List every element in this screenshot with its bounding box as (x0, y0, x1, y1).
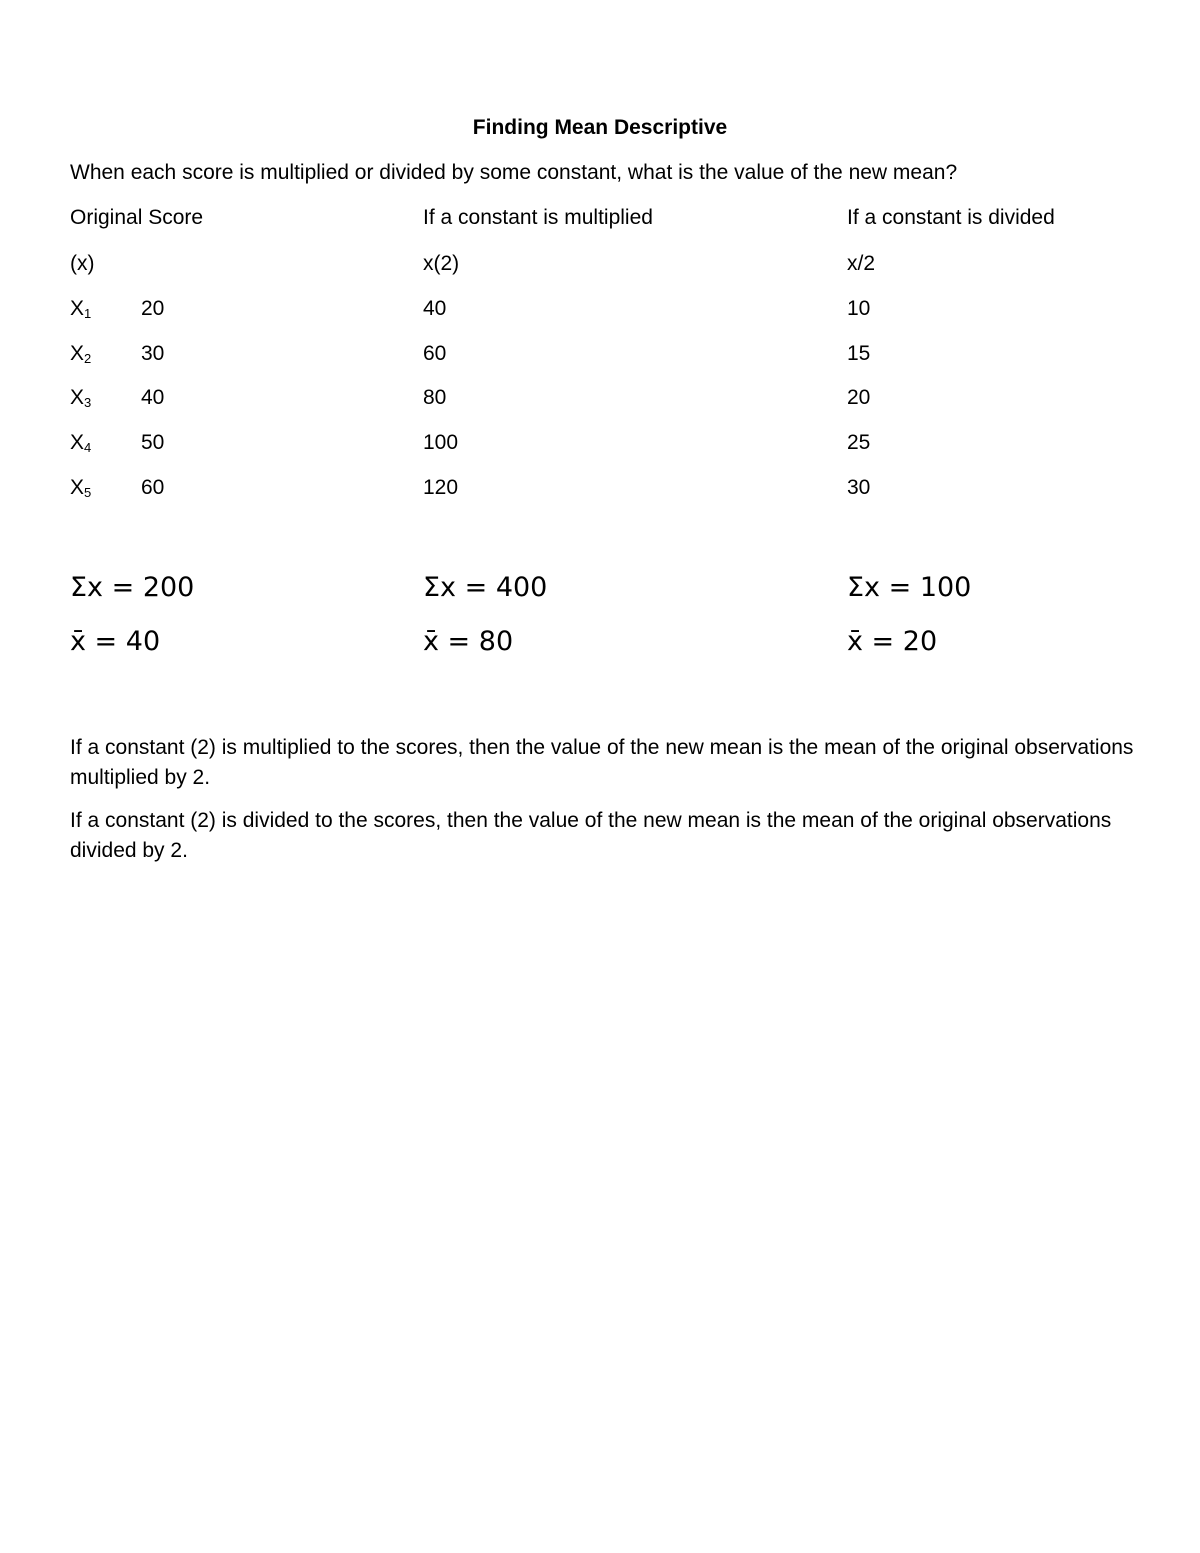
sum-original: Σx = 200 (70, 572, 195, 603)
row-x-value: 30 (141, 342, 165, 365)
row-divided-value: 10 (847, 297, 871, 320)
row-multiplied-value: 120 (423, 476, 459, 499)
question-text: When each score is multiplied or divided by some constant, what is the value of the new mean? (70, 161, 958, 184)
row-label: $X_3$ (70, 386, 92, 410)
sum-divided: Σx = 100 (847, 572, 972, 603)
mean-multiplied: x̄ = 80 (423, 626, 514, 657)
subheader-divided: x/2 (847, 252, 876, 275)
conclusion-multiplied: If a constant (2) is multiplied to the scores, then the value of the new mean is the mean of the original observations multiplied by 2. (70, 736, 1134, 789)
row-x-value: 50 (141, 431, 165, 454)
row-divided-value: 30 (847, 476, 871, 499)
row-divided-value: 20 (847, 386, 871, 409)
row-x-value: 20 (141, 297, 165, 320)
row-multiplied-value: 80 (423, 386, 447, 409)
header-original: Original Score (70, 206, 204, 229)
header-multiplied: If a constant is multiplied (423, 206, 653, 229)
subheader-multiplied: x(2) (423, 252, 460, 275)
sum-multiplied: Σx = 400 (423, 572, 548, 603)
row-label: $X_1$ (70, 297, 92, 321)
header-divided: If a constant is divided (847, 206, 1055, 229)
row-label: $X_2$ (70, 342, 92, 366)
row-x-value: 60 (141, 476, 165, 499)
row-divided-value: 15 (847, 342, 871, 365)
mean-original: x̄ = 40 (70, 626, 161, 657)
conclusion-divided: If a constant (2) is divided to the scores, then the value of the new mean is the mean of the original observations divided by 2. (70, 809, 1112, 862)
mean-divided: x̄ = 20 (847, 626, 938, 657)
row-multiplied-value: 100 (423, 431, 459, 454)
row-label: $X_4$ (70, 431, 92, 455)
row-multiplied-value: 60 (423, 342, 447, 365)
row-divided-value: 25 (847, 431, 871, 454)
row-multiplied-value: 40 (423, 297, 447, 320)
document-title: Finding Mean Descriptive (472, 116, 728, 139)
row-label: $X_5$ (70, 476, 92, 500)
row-x-value: 40 (141, 386, 165, 409)
subheader-original: (x) (70, 252, 95, 275)
